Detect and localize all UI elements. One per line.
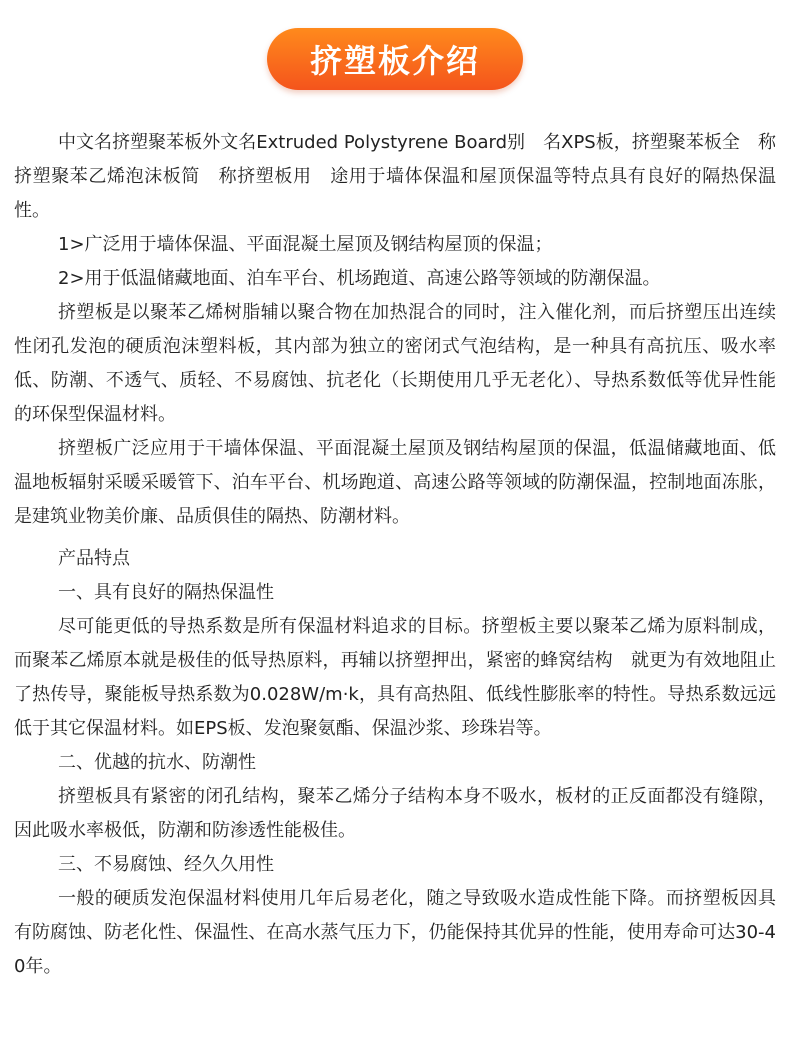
feature-body: 一般的硬质发泡保温材料使用几年后易老化，随之导致吸水造成性能下降。而挤塑板因具有防腐蚀、防老化性、保温性、在高水蒸气压力下，仍能保持其优异的性能，使用寿命可达30-40年。: [14, 888, 776, 977]
features-heading: 产品特点: [58, 548, 130, 569]
intro-paragraph: 2>用于低温储藏地面、泊车平台、机场跑道、高速公路等领域的防潮保温。: [58, 268, 661, 289]
intro-paragraph: 挤塑板广泛应用于干墙体保温、平面混凝土屋顶及钢结构屋顶的保温，低温储藏地面、低温地板辐射采暖采暖管下、泊车平台、机场跑道、高速公路等领域的防潮保温，控制地面冻胀，是建筑业物美价廉、品质俱佳的隔热、防潮材料。: [14, 438, 776, 527]
section-gap: [14, 534, 776, 542]
feature-title: 三、不易腐蚀、经久久用性: [58, 854, 274, 875]
intro-paragraph: 中文名挤塑聚苯板外文名Extruded Polystyrene Board别 名XPS板，挤塑聚苯板全 称挤塑聚苯乙烯泡沫板简 称挤塑板用 途用于墙体保温和屋顶保温等特点具有良好的隔热保温性。: [14, 132, 776, 221]
title-banner: [0, 28, 790, 90]
article-body: [14, 126, 776, 984]
intro-paragraph: 挤塑板是以聚苯乙烯树脂辅以聚合物在加热混合的同时，注入催化剂，而后挤塑压出连续性闭孔发泡的硬质泡沫塑料板，其内部为独立的密闭式气泡结构，是一种具有高抗压、吸水率低、防潮、不透气、质轻、不易腐蚀、抗老化（长期使用几乎无老化）、导热系数低等优异性能的环保型保温材料。: [14, 302, 776, 425]
feature-body: 挤塑板具有紧密的闭孔结构，聚苯乙烯分子结构本身不吸水，板材的正反面都没有缝隙，因此吸水率极低，防潮和防渗透性能极佳。: [14, 786, 776, 841]
feature-title: 一、具有良好的隔热保温性: [58, 582, 274, 603]
feature-body: 尽可能更低的导热系数是所有保温材料追求的目标。挤塑板主要以聚苯乙烯为原料制成，而聚苯乙烯原本就是极佳的低导热原料，再辅以挤塑押出，紧密的蜂窝结构 就更为有效地阻止了热传导，聚能板导热系数为0.028W/m·k，具有高热阻、低线性膨胀率的特性。导热系数远远低于其它保温材料。如EPS板、发泡聚氨酯、保温沙浆、珍珠岩等。: [14, 616, 776, 739]
intro-paragraph: 1>广泛用于墙体保温、平面混凝土屋顶及钢结构屋顶的保温；: [58, 234, 553, 255]
feature-title: 二、优越的抗水、防潮性: [58, 752, 256, 773]
page-title: 挤塑板介绍: [267, 28, 523, 90]
